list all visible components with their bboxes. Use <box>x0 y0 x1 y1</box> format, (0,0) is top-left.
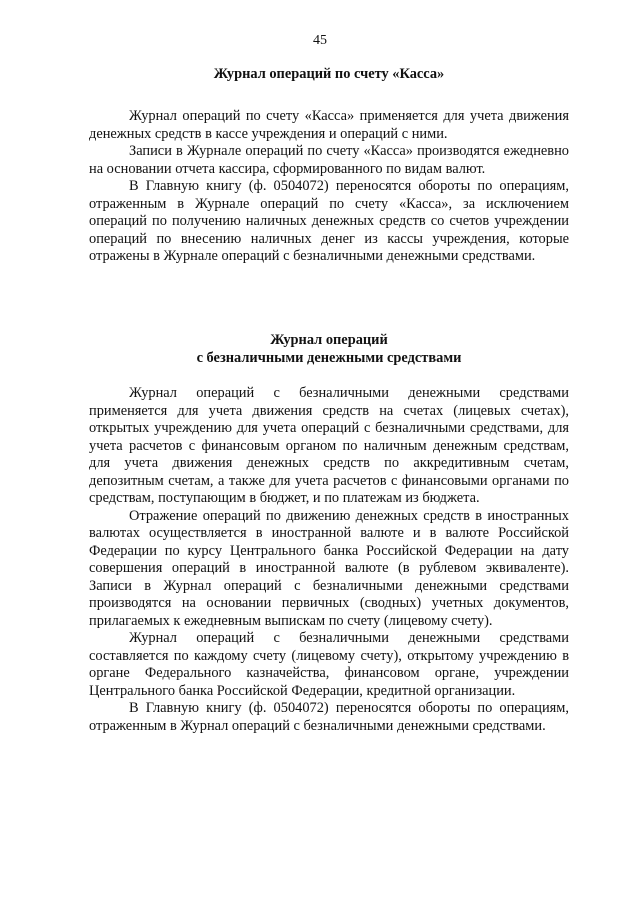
paragraph: Записи в Журнале операций по счету «Касса» производятся ежедневно на основании отчета кассира, сформированного по видам валют. <box>89 143 569 177</box>
section-heading-kassa: Журнал операций по счету «Касса» <box>213 66 445 82</box>
section-heading-noncash <box>89 332 569 367</box>
paragraph: Журнал операций с безналичными денежными средствами применяется для учета движения средств на счетах (лицевых счетах), открытых учреждению для учета операций с безналичными средствами, для учета расчетов с финансовым органом по наличным денежным средствам, для учета движения денежных средств по аккредитивным счетам, депозитным счетам, а также для учета расчетов с финансовыми органами по средствам, поступающим в бюджет, и по платежам из бюджета. <box>89 385 569 506</box>
page-number: 45 <box>313 33 327 48</box>
section-body-kassa <box>89 108 569 266</box>
section-body-noncash <box>89 385 569 735</box>
heading-line: Журнал операций <box>270 332 388 348</box>
paragraph: Журнал операций по счету «Касса» применяется для учета движения денежных средств в кассе учреждения и операций с ними. <box>89 108 569 142</box>
paragraph: Журнал операций с безналичными денежными средствами составляется по каждому счету (лицевому счету), открытому учреждению в органе Федерального казначейства, финансовом органе, учреждении Центрального банка Российской Федерации, кредитной организации. <box>89 630 569 699</box>
paragraph: Отражение операций по движению денежных средств в иностранных валютах осуществляется в иностранной валюте и в валюте Российской Федерации по курсу Центрального банка Российской Федерации на дату совершения операций в иностранной валюте (в рублевом эквиваленте). Записи в Журнал операций с безналичными денежными средствами производятся на основании первичных (сводных) учетных документов, прилагаемых к ежедневным выпискам по счету (лицевому счету). <box>89 507 569 629</box>
paragraph: В Главную книгу (ф. 0504072) переносятся обороты по операциям, отраженным в Журнал операций с безналичными денежными средствами. <box>89 700 569 734</box>
heading-line: с безналичными денежными средствами <box>196 349 462 366</box>
paragraph: В Главную книгу (ф. 0504072) переносятся обороты по операциям, отраженным в Журнале операций по счету «Касса», за исключением операций по получению наличных денежных средств со счетов учреждении операций по внесению наличных денег из кассы учреждения, которые отражены в Журнале операций с безналичными денежными средствами. <box>89 178 569 264</box>
